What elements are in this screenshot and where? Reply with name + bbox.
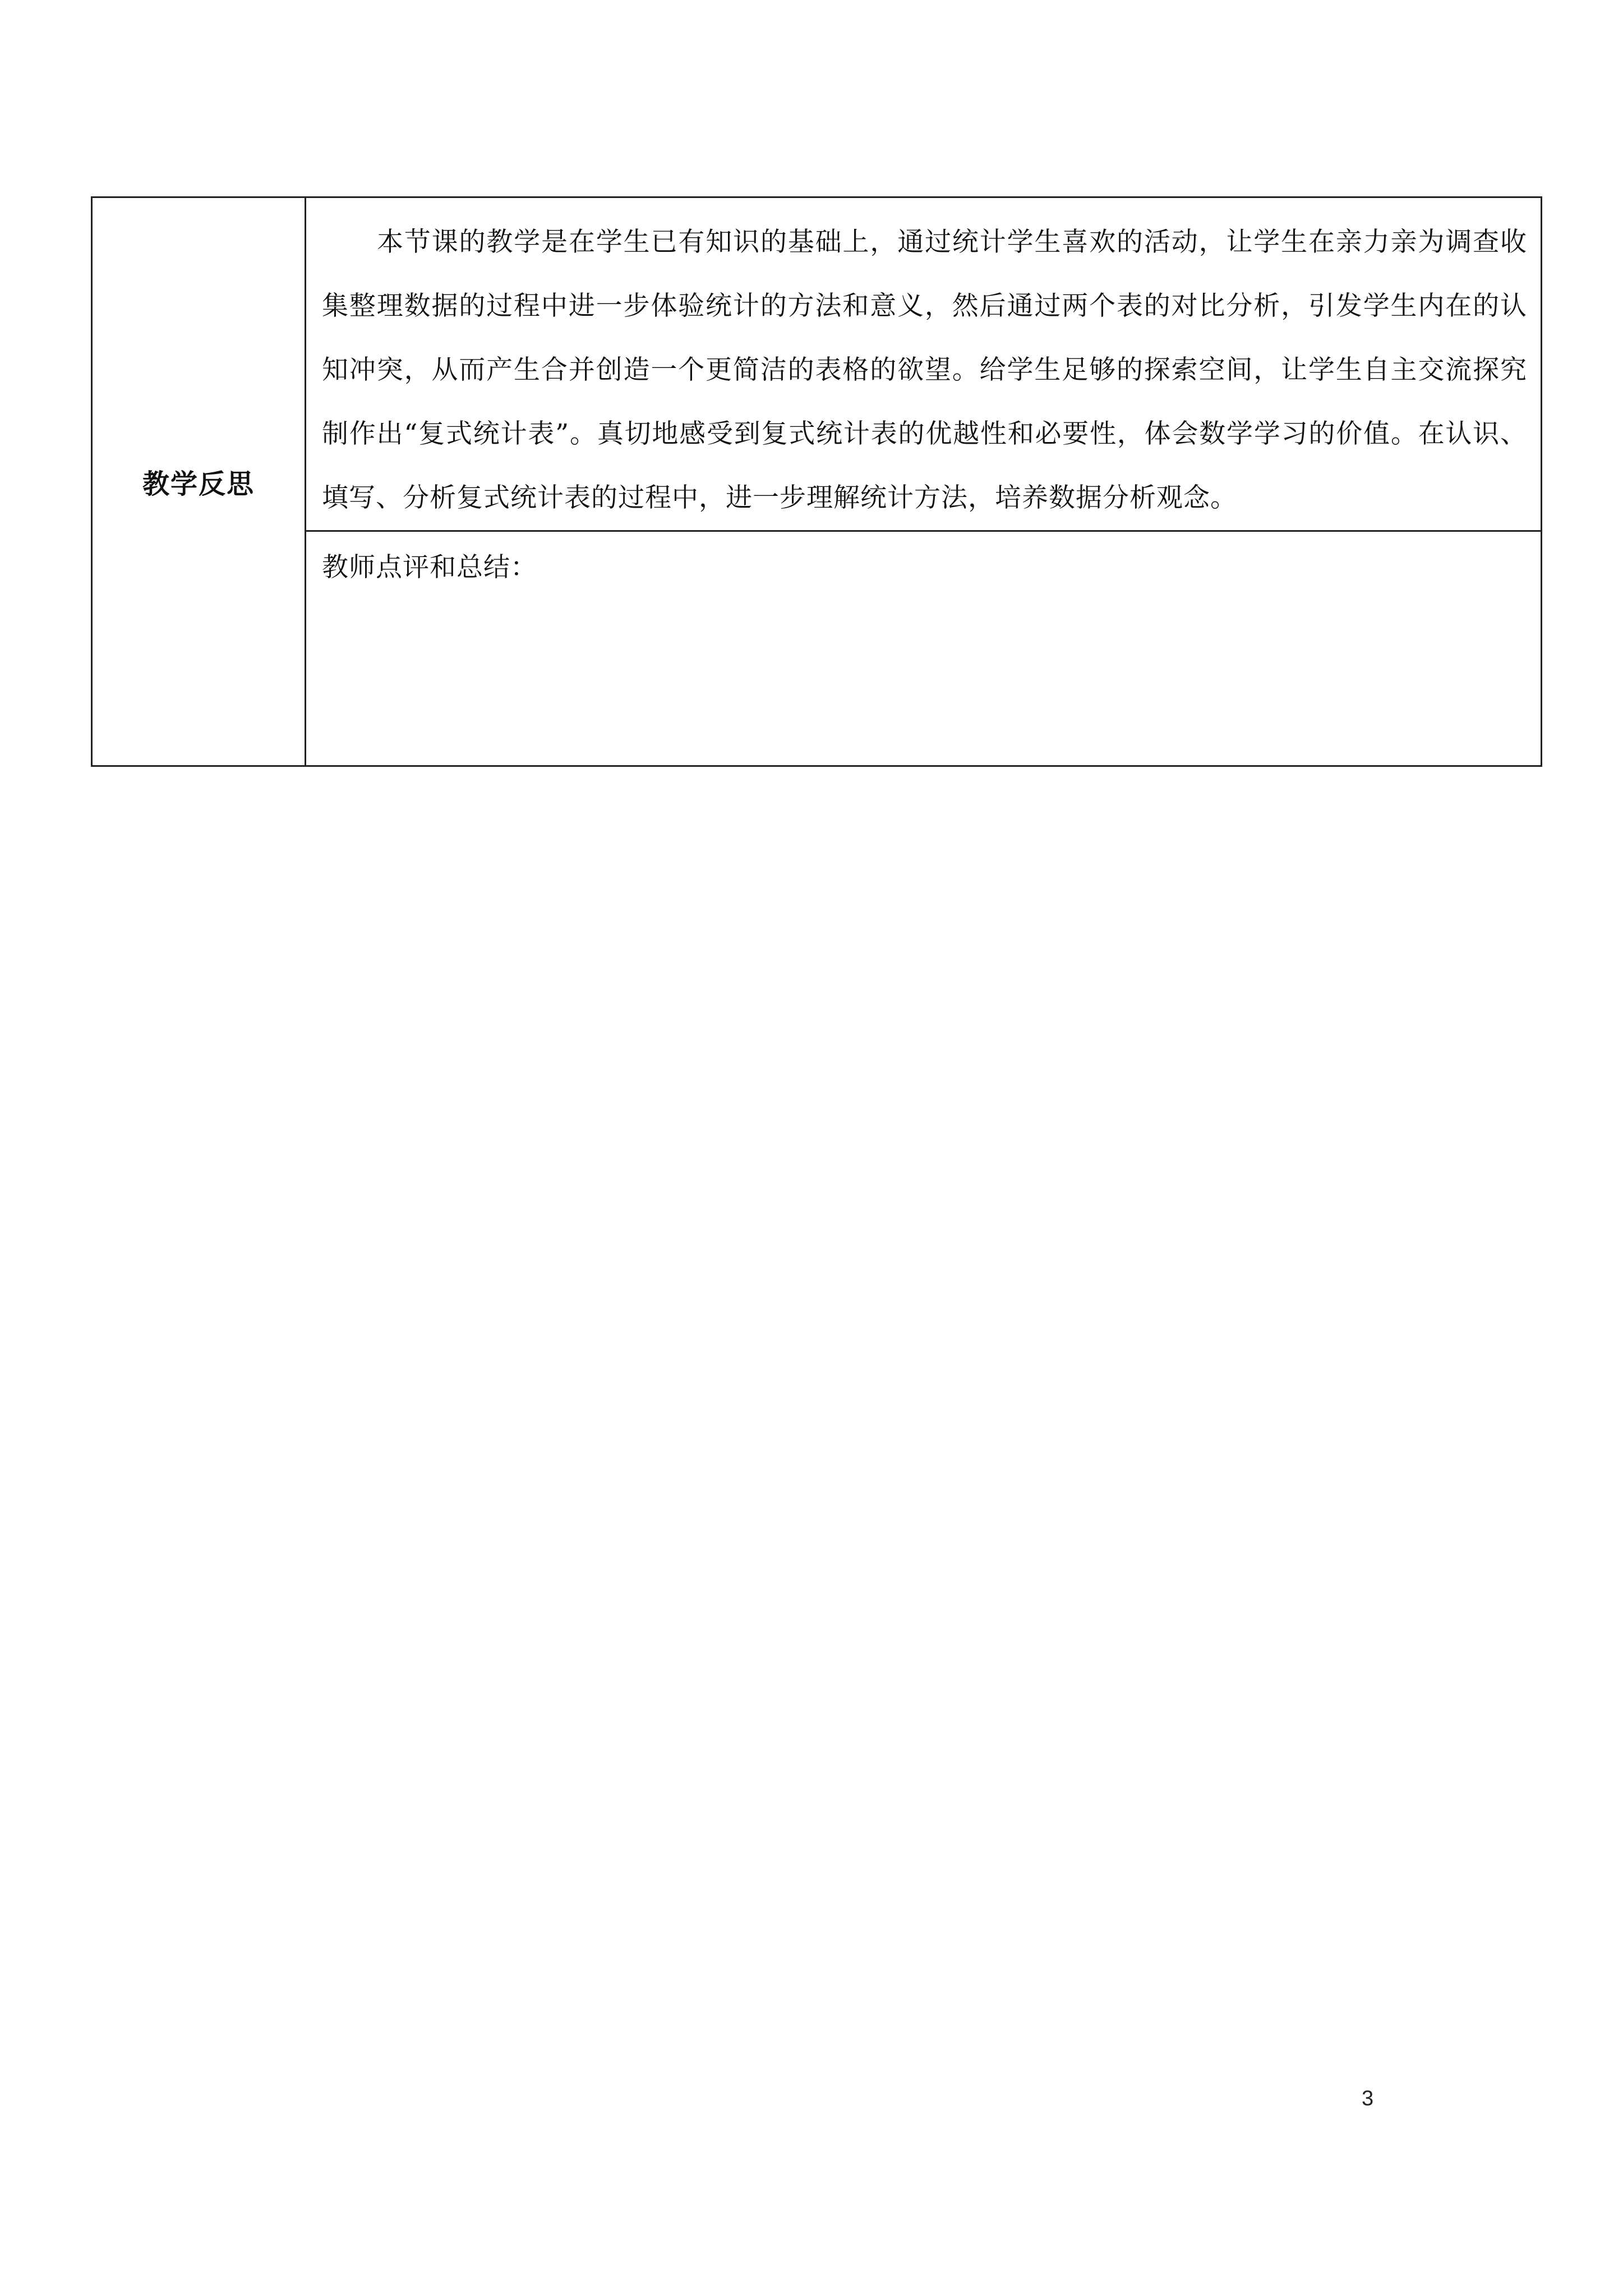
table-row — [92, 197, 1542, 531]
reflection-cell — [306, 197, 1542, 531]
teacher-comment-label: 教师点评和总结： — [322, 552, 537, 583]
row-label: 教学反思 — [142, 468, 255, 500]
row-label-cell — [92, 197, 306, 766]
teacher-comment-cell[interactable] — [306, 531, 1542, 766]
page-number: 3 — [1362, 2087, 1374, 2110]
reflection-paragraph: 本节课的教学是在学生已有知识的基础上，通过统计学生喜欢的活动，让学生在亲力亲为调查收集整理数据的过程中进一步体验统计的方法和意义，然后通过两个表的对比分析，引发学生内在的认知冲突，从而产生合并创造一个更简洁的表格的欲望。给学生足够的探索空间，让学生自主交流探究制作出“复式统计表”。真切地感受到复式统计表的优越性和必要性，体会数学学习的价值。在认识、填写、分析复式统计表的过程中，进一步理解统计方法，培养数据分析观念。 — [322, 227, 1527, 513]
reflection-table — [91, 196, 1542, 767]
table-row — [92, 531, 1542, 766]
